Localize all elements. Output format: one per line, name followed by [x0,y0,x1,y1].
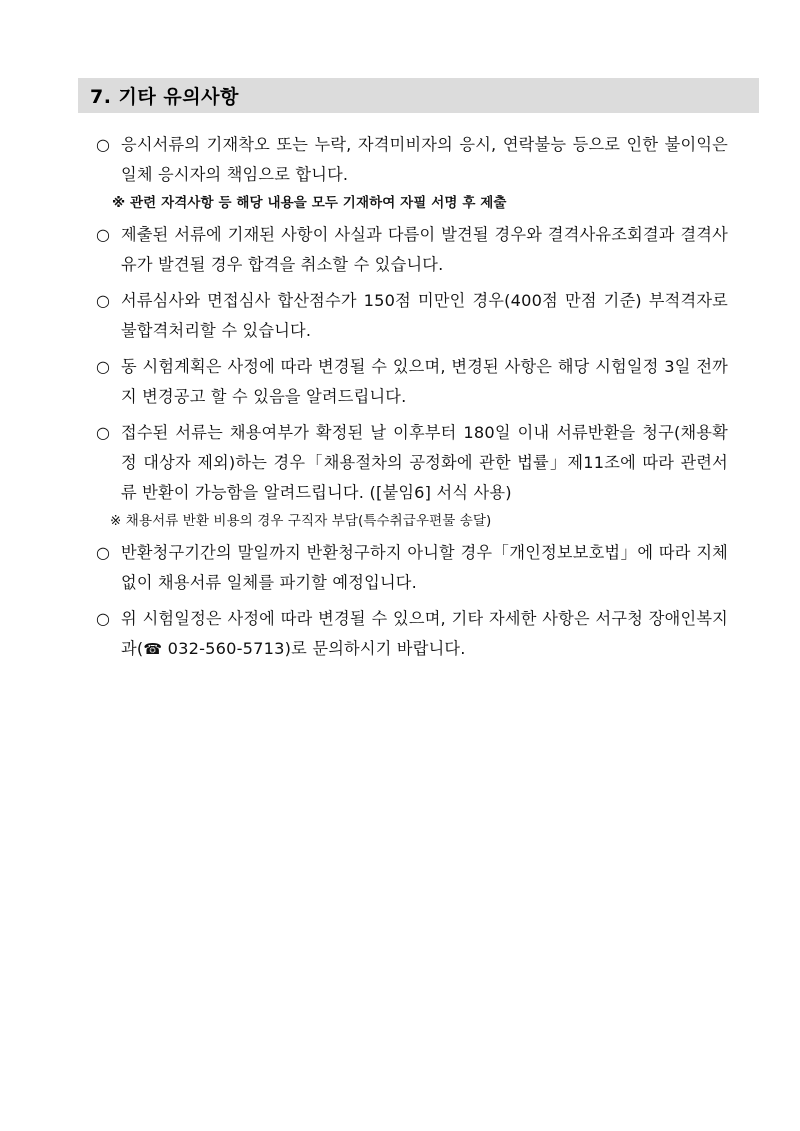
section-title: 7. 기타 유의사항 [90,86,239,108]
list-item [96,352,728,412]
note-return-cost: ※ 채용서류 반환 비용의 경우 구직자 부담(특수취급우편물 송달) [110,513,492,529]
list-item [96,130,728,190]
circle-bullet-icon: ○ [96,357,111,376]
circle-bullet-icon: ○ [96,135,111,154]
telephone-icon: ☎ [143,640,163,658]
item-text: 동 시험계획은 사정에 따라 변경될 수 있으며, 변경된 사항은 해당 시험일정 3일 전까지 변경공고 할 수 있음을 알려드립니다. [121,357,728,406]
notice-list [96,130,728,664]
list-item [96,286,728,346]
list-item [96,604,728,664]
item-text: 반환청구기간의 말일까지 반환청구하지 아니할 경우「개인정보보호법」에 따라 지체없이 채용서류 일체를 파기할 예정입니다. [121,543,728,592]
item-text: 응시서류의 기재착오 또는 누락, 자격미비자의 응시, 연락불능 등으로 인한 불이익은 일체 응시자의 책임으로 합니다. [121,135,728,184]
section-header [78,78,759,113]
circle-bullet-icon: ○ [96,291,111,310]
note-signature: ※ 관련 자격사항 등 해당 내용을 모두 기재하여 자필 서명 후 제출 [112,195,507,211]
item-text: 서류심사와 면접심사 합산점수가 150점 미만인 경우(400점 만점 기준) 부적격자로 불합격처리할 수 있습니다. [121,291,728,340]
circle-bullet-icon: ○ [96,543,111,562]
list-item [96,418,728,508]
item-text: 접수된 서류는 채용여부가 확정된 날 이후부터 180일 이내 서류반환을 청구(채용확정 대상자 제외)하는 경우「채용절차의 공정화에 관한 법률」제11조에 따라 관련서류 반환이 가능함을 알려드립니다. ([붙임6] 서식 사용) [121,423,728,502]
item-text-before-phone: 위 시험일정은 사정에 따라 변경될 수 있으며, 기타 자세한 사항은 서구청 장애인복지과( [121,609,728,658]
item-text: 제출된 서류에 기재된 사항이 사실과 다름이 발견될 경우와 결격사유조회결과 결격사유가 발견될 경우 합격을 취소할 수 있습니다. [121,225,728,274]
circle-bullet-icon: ○ [96,609,111,628]
circle-bullet-icon: ○ [96,423,111,442]
list-item [96,538,728,598]
list-item [96,220,728,280]
item-text-after-phone: 032-560-5713)로 문의하시기 바랍니다. [162,639,466,658]
circle-bullet-icon: ○ [96,225,111,244]
